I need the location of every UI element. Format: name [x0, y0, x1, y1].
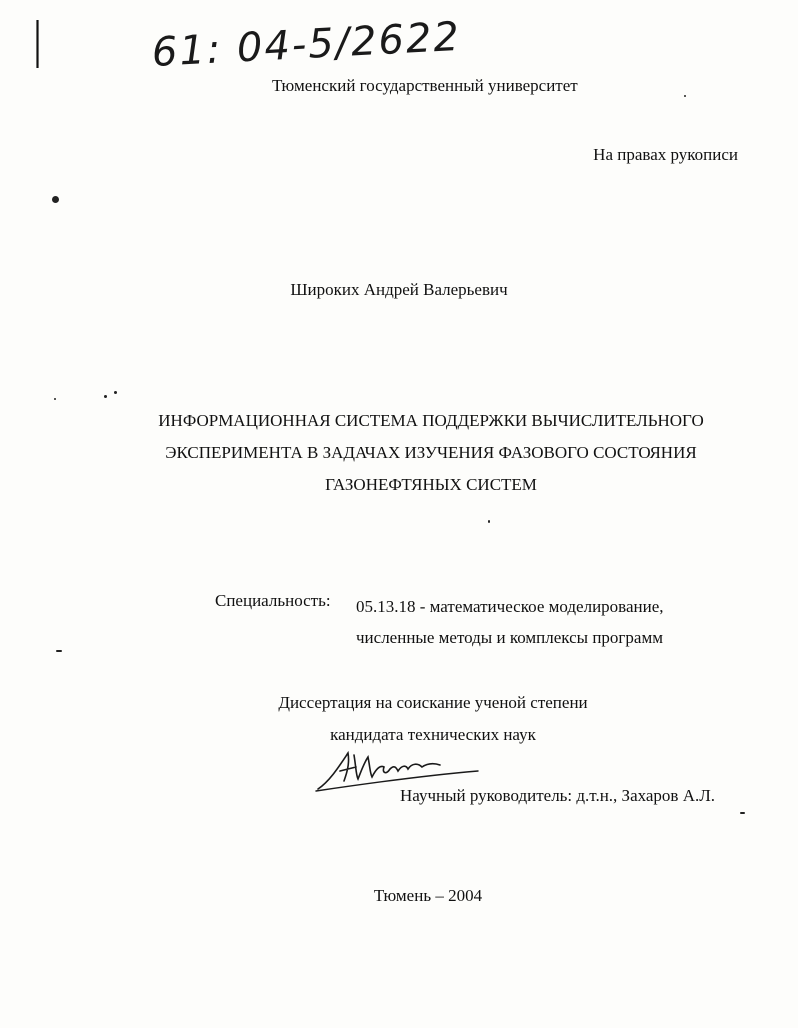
specialty-line: численные методы и комплексы программ — [356, 628, 663, 647]
title-line: ЭКСПЕРИМЕНТА В ЗАДАЧАХ ИЗУЧЕНИЯ ФАЗОВОГО СОСТОЯНИЯ — [165, 443, 697, 462]
scan-speck — [54, 398, 56, 400]
university-name: Тюменский государственный университет — [272, 76, 578, 95]
specialty-label: Специальность: — [215, 591, 331, 610]
scan-speck — [684, 95, 686, 97]
scan-speck — [740, 812, 745, 814]
scan-speck — [52, 196, 59, 203]
specialty-line: 05.13.18 - математическое моделирование, — [356, 597, 664, 616]
manuscript-rights-label: На правах рукописи — [593, 145, 738, 164]
title-line: ИНФОРМАЦИОННАЯ СИСТЕМА ПОДДЕРЖКИ ВЫЧИСЛИТЕЛЬНОГО — [158, 411, 704, 430]
scientific-supervisor: Научный руководитель: д.т.н., Захаров А.Л. — [400, 786, 716, 805]
margin-mark — [36, 20, 39, 68]
handwritten-catalog-number: 61: 04-5/2622 — [150, 13, 462, 76]
title-line: ГАЗОНЕФТЯНЫХ СИСТЕМ — [325, 475, 537, 494]
scan-speck — [56, 650, 62, 652]
specialty-value — [356, 591, 664, 653]
dissertation-title — [0, 405, 798, 501]
city-and-year: Тюмень – 2004 — [373, 886, 483, 905]
degree-line: кандидата технических наук — [330, 725, 536, 744]
scan-speck — [488, 520, 490, 523]
author-name: Широких Андрей Валерьевич — [290, 280, 508, 299]
scan-speck — [114, 391, 117, 394]
degree-statement — [268, 687, 598, 751]
scan-speck — [104, 395, 107, 398]
degree-line: Диссертация на соискание ученой степени — [278, 693, 588, 712]
